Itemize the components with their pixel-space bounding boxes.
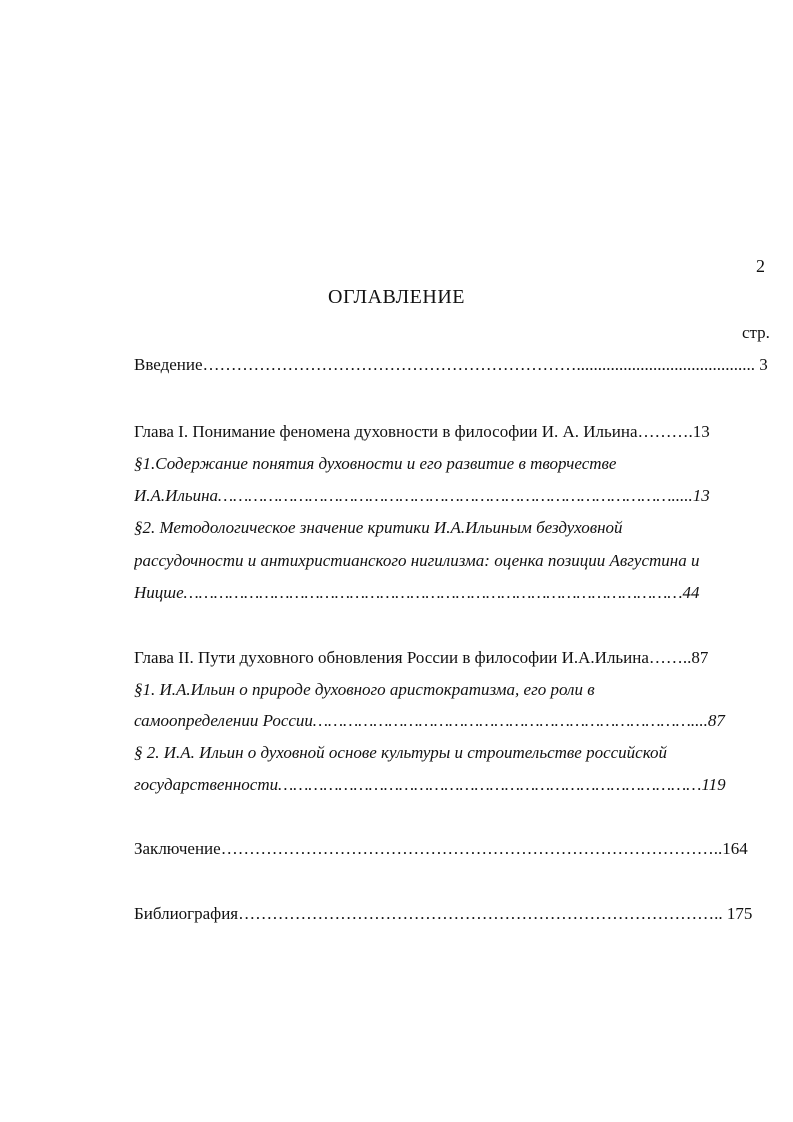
page-title: ОГЛАВЛЕНИЕ (328, 286, 465, 308)
toc-entry-ch2-section-2-line-1: § 2. И.А. Ильин о духовной основе культуры и строительстве российской (134, 743, 668, 762)
toc-entry-ch1-section-2-line-2: рассудочности и антихристианского нигилизма: оценка позиции Августина и (134, 551, 700, 570)
toc-entry-chapter-1: Глава I. Понимание феномена духовности в философии И. А. Ильина……….13 (134, 422, 710, 441)
toc-entry-ch2-section-1-line-1: §1. И.А.Ильин о природе духовного аристократизма, его роли в (134, 680, 595, 699)
toc-entry-ch1-section-1-line-1: §1.Содержание понятия духовности и его развитие в творчестве (134, 454, 617, 473)
toc-entry-ch1-section-2-line-1: §2. Методологическое значение критики И.А.Ильиным бездуховной (134, 518, 623, 537)
toc-entry-chapter-2: Глава II. Пути духовного обновления России в философии И.А.Ильина……..87 (134, 648, 709, 667)
toc-entry-ch2-section-2-line-2: государственности…………………………………………………………………………119 (134, 775, 726, 794)
toc-entry-ch1-section-1-line-2: И.А.Ильина……………………………………………………………………………….....13 (134, 486, 710, 505)
toc-entry-conclusion: Заключение……………………………………………………………………………..164 (134, 839, 748, 858)
toc-entry-ch1-section-2-line-3: Ницше………………………………………………………………………………………44 (134, 583, 700, 602)
page-column-label: стр. (742, 323, 770, 342)
toc-entry-ch2-section-1-line-2: самоопределении России…………………………………………………………………....87 (134, 711, 725, 730)
toc-entry-bibliography: Библиография………………………………………………………………………….. 175 (134, 904, 753, 923)
page-number: 2 (756, 256, 765, 276)
toc-entry-introduction: Введение………………………………………………………….......................................... 3 (134, 355, 768, 374)
